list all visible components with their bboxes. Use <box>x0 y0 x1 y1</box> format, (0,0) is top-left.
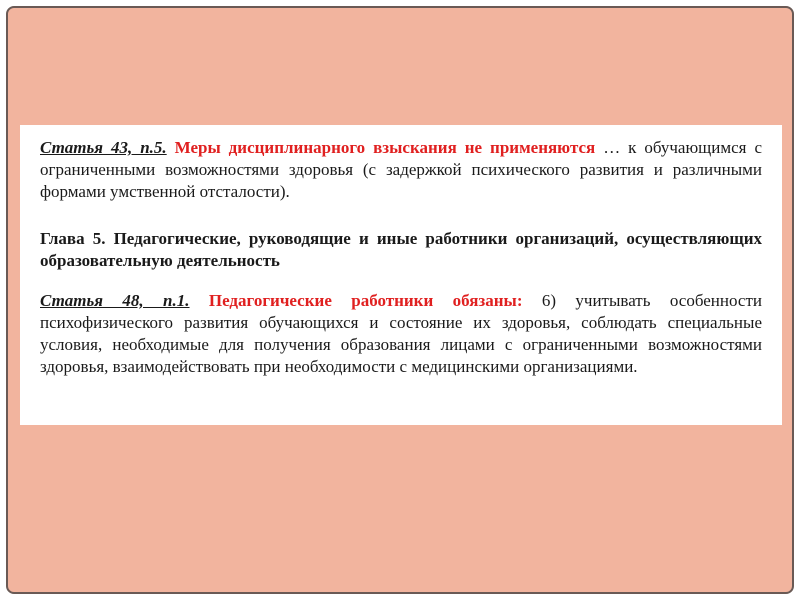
text-panel <box>20 125 782 425</box>
article-48-reference: Статья 48, п.1. <box>40 291 190 310</box>
paragraph-article-48 <box>40 290 762 378</box>
article-43-highlight: Меры дисциплинарного взыскания не применяются <box>174 138 596 157</box>
chapter-5-heading: Глава 5. Педагогические, руководящие и иные работники организаций, осуществляющих образовательную деятельность <box>40 229 762 270</box>
article-43-text: … к обучающимся с ограниченными возможностями здоровья (с задержкой психического развития и различными формами умственной отсталости). <box>40 138 762 201</box>
slide-frame <box>6 6 794 594</box>
article-48-highlight: Педагогические работники обязаны: <box>208 291 523 310</box>
article-43-reference: Статья 43, п.5. <box>40 138 167 157</box>
article-48-text: 6) учитывать особенности психофизического развития обучающихся и состояние их здоровья, соблюдать специальные условия, необходимые для получения образования лицами с ограниченными возможностями здоровья, взаимодействовать при необходимости с медицинскими организациями. <box>40 291 762 376</box>
paragraph-article-43 <box>40 137 762 203</box>
